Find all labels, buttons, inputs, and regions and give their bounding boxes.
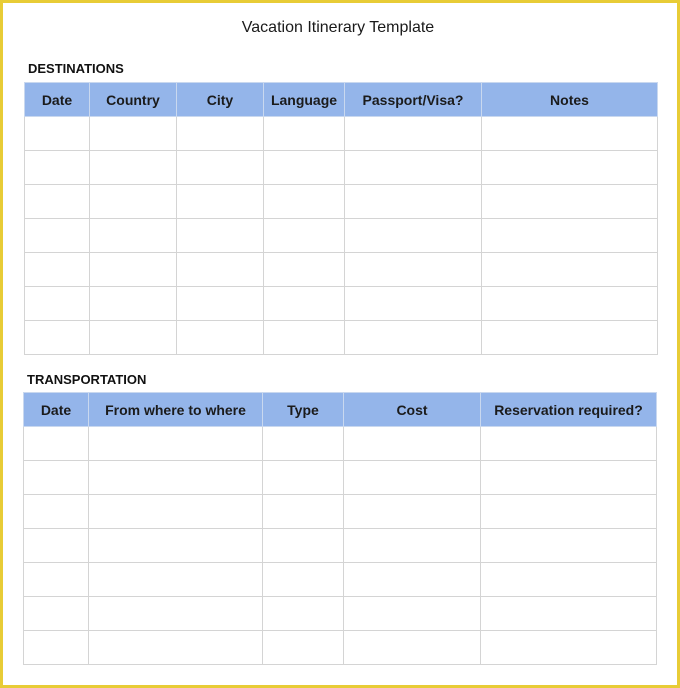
table-cell[interactable] — [263, 529, 344, 563]
column-header-notes: Notes — [482, 83, 658, 117]
table-cell[interactable] — [345, 185, 482, 219]
table-cell[interactable] — [481, 495, 657, 529]
table-cell[interactable] — [344, 563, 481, 597]
table-cell[interactable] — [177, 321, 264, 355]
table-cell[interactable] — [481, 597, 657, 631]
table-cell[interactable] — [481, 631, 657, 665]
table-row — [25, 151, 658, 185]
column-header-cost: Cost — [344, 393, 481, 427]
table-cell[interactable] — [89, 495, 263, 529]
table-cell[interactable] — [264, 185, 345, 219]
table-cell[interactable] — [264, 287, 345, 321]
table-cell[interactable] — [24, 427, 89, 461]
table-cell[interactable] — [264, 117, 345, 151]
table-cell[interactable] — [481, 529, 657, 563]
table-cell[interactable] — [345, 117, 482, 151]
table-cell[interactable] — [24, 563, 89, 597]
table-cell[interactable] — [344, 631, 481, 665]
table-cell[interactable] — [345, 321, 482, 355]
table-cell[interactable] — [177, 151, 264, 185]
table-cell[interactable] — [89, 563, 263, 597]
table-cell[interactable] — [263, 495, 344, 529]
table-cell[interactable] — [89, 631, 263, 665]
transportation-header-row — [24, 393, 657, 427]
column-header-country: Country — [90, 83, 177, 117]
table-cell[interactable] — [24, 495, 89, 529]
column-header-from-where-to-where: From where to where — [89, 393, 263, 427]
table-row — [25, 219, 658, 253]
table-cell[interactable] — [482, 185, 658, 219]
table-cell[interactable] — [89, 427, 263, 461]
table-cell[interactable] — [177, 253, 264, 287]
table-cell[interactable] — [264, 151, 345, 185]
table-cell[interactable] — [25, 117, 90, 151]
table-row — [24, 563, 657, 597]
table-cell[interactable] — [482, 287, 658, 321]
table-cell[interactable] — [263, 427, 344, 461]
table-cell[interactable] — [482, 117, 658, 151]
table-cell[interactable] — [344, 461, 481, 495]
transportation-table — [23, 392, 657, 665]
table-cell[interactable] — [482, 321, 658, 355]
table-row — [25, 117, 658, 151]
table-row — [25, 185, 658, 219]
document-title: Vacation Itinerary Template — [241, 19, 435, 36]
table-cell[interactable] — [177, 185, 264, 219]
column-header-language: Language — [264, 83, 345, 117]
table-cell[interactable] — [90, 253, 177, 287]
table-cell[interactable] — [481, 563, 657, 597]
destinations-heading: DESTINATIONS — [28, 61, 124, 76]
table-cell[interactable] — [25, 185, 90, 219]
table-cell[interactable] — [24, 529, 89, 563]
table-cell[interactable] — [90, 219, 177, 253]
table-row — [25, 253, 658, 287]
table-cell[interactable] — [344, 529, 481, 563]
table-row — [24, 461, 657, 495]
table-cell[interactable] — [481, 461, 657, 495]
table-cell[interactable] — [25, 287, 90, 321]
table-cell[interactable] — [482, 219, 658, 253]
table-cell[interactable] — [25, 151, 90, 185]
table-cell[interactable] — [25, 253, 90, 287]
table-cell[interactable] — [263, 631, 344, 665]
table-cell[interactable] — [89, 597, 263, 631]
column-header-type: Type — [263, 393, 344, 427]
table-cell[interactable] — [90, 321, 177, 355]
table-cell[interactable] — [345, 151, 482, 185]
table-cell[interactable] — [482, 151, 658, 185]
table-cell[interactable] — [89, 461, 263, 495]
table-cell[interactable] — [177, 117, 264, 151]
column-header-city: City — [177, 83, 264, 117]
table-row — [25, 321, 658, 355]
table-cell[interactable] — [90, 185, 177, 219]
table-cell[interactable] — [263, 461, 344, 495]
table-cell[interactable] — [345, 253, 482, 287]
table-cell[interactable] — [345, 219, 482, 253]
destinations-header-row — [25, 83, 658, 117]
table-cell[interactable] — [89, 529, 263, 563]
column-header-date: Date — [25, 83, 90, 117]
table-cell[interactable] — [344, 495, 481, 529]
table-cell[interactable] — [263, 597, 344, 631]
transportation-heading: TRANSPORTATION — [27, 372, 147, 387]
table-cell[interactable] — [177, 219, 264, 253]
table-cell[interactable] — [345, 287, 482, 321]
table-cell[interactable] — [264, 321, 345, 355]
table-cell[interactable] — [25, 321, 90, 355]
table-cell[interactable] — [24, 631, 89, 665]
table-cell[interactable] — [481, 427, 657, 461]
table-row — [24, 631, 657, 665]
table-row — [24, 427, 657, 461]
table-cell[interactable] — [264, 253, 345, 287]
table-cell[interactable] — [482, 253, 658, 287]
table-row — [25, 287, 658, 321]
table-cell[interactable] — [24, 461, 89, 495]
table-cell[interactable] — [90, 287, 177, 321]
table-cell[interactable] — [344, 597, 481, 631]
table-cell[interactable] — [90, 151, 177, 185]
column-header-reservation-required: Reservation required? — [481, 393, 657, 427]
table-cell[interactable] — [263, 563, 344, 597]
table-cell[interactable] — [90, 117, 177, 151]
table-row — [24, 529, 657, 563]
table-row — [24, 495, 657, 529]
destinations-table — [24, 82, 658, 355]
column-header-date: Date — [24, 393, 89, 427]
table-cell[interactable] — [344, 427, 481, 461]
table-cell[interactable] — [177, 287, 264, 321]
table-cell[interactable] — [25, 219, 90, 253]
table-row — [24, 597, 657, 631]
column-header-passport-visa: Passport/Visa? — [345, 83, 482, 117]
table-cell[interactable] — [24, 597, 89, 631]
table-cell[interactable] — [264, 219, 345, 253]
